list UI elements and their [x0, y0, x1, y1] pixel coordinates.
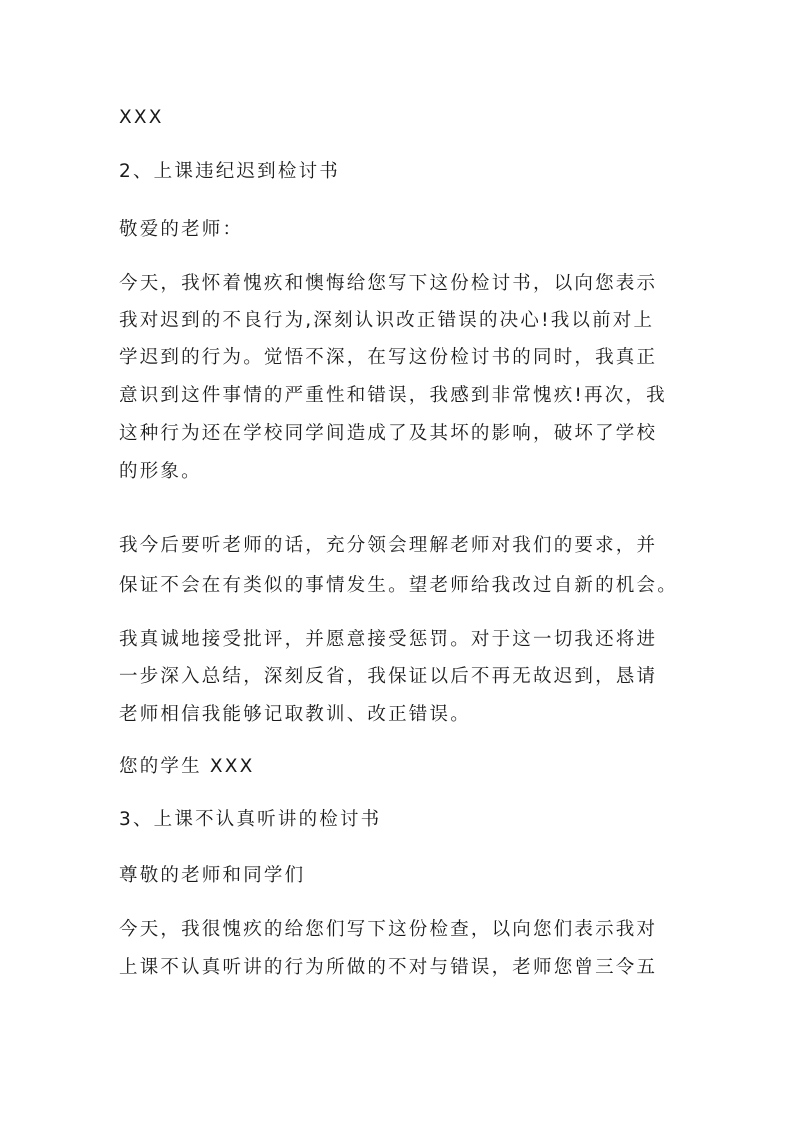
salutation-2: 尊敬的老师和同学们 [119, 865, 306, 886]
paragraph-3-line-2: 一步深入总结，深刻反省，我保证以后不再无故迟到，恳请 [119, 666, 658, 687]
paragraph-2-line-1: 我今后要听老师的话，充分领会理解老师对我们的要求，并 [119, 535, 658, 556]
sign-off: 您的学生 XXX [119, 756, 255, 777]
paragraph-1-line-4: 意识到这件事情的严重性和错误，我感到非常愧疚!再次，我 [119, 385, 667, 406]
paragraph-1-line-3: 学迟到的行为。觉悟不深，在写这份检讨书的同时，我真正 [119, 347, 658, 368]
paragraph-4-line-1: 今天，我很愧疚的给您们写下这份检查，以向您们表示我对 [119, 919, 658, 940]
paragraph-1-line-1: 今天，我怀着愧疚和懊悔给您写下这份检讨书，以向您表示 [119, 273, 658, 294]
section-heading-3: 3、上课不认真听讲的检讨书 [119, 809, 382, 830]
paragraph-1-line-6: 的形象。 [119, 461, 202, 482]
paragraph-2-line-2: 保证不会在有类似的事情发生。望老师给我改过自新的机会。 [119, 575, 678, 596]
paragraph-3-line-1: 我真诚地接受批评，并愿意接受惩罚。对于这一切我还将进 [119, 629, 658, 650]
paragraph-1-line-2: 我对迟到的不良行为,深刻认识改正错误的决心!我以前对上 [119, 310, 655, 331]
salutation: 敬爱的老师： [119, 219, 244, 240]
paragraph-1-line-5: 这种行为还在学校同学间造成了及其坏的影响，破坏了学校 [119, 423, 658, 444]
signature-placeholder: XXX [119, 107, 164, 128]
paragraph-3-line-3: 老师相信我能够记取教训、改正错误。 [119, 704, 471, 725]
section-heading-2: 2、上课违纪迟到检讨书 [119, 161, 340, 182]
paragraph-4-line-2: 上课不认真听讲的行为所做的不对与错误，老师您曾三令五 [119, 957, 658, 978]
